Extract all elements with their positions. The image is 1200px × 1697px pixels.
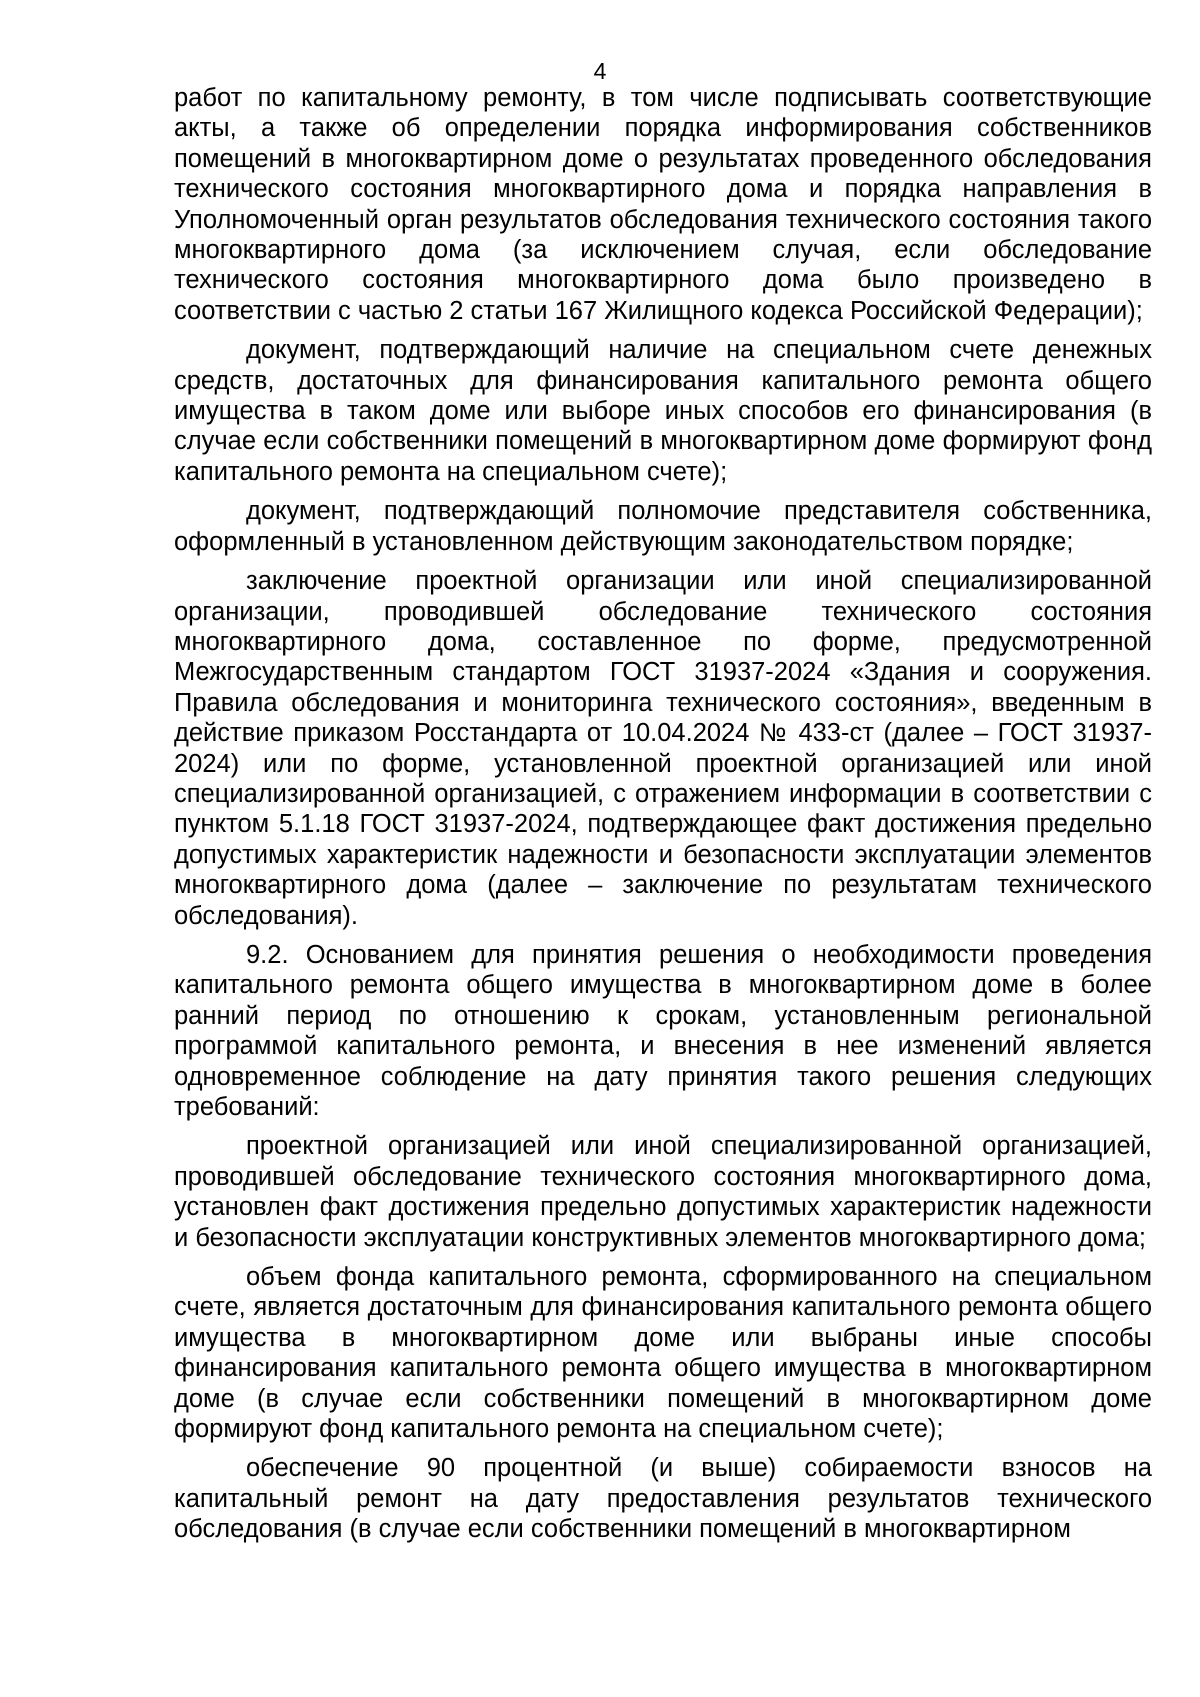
paragraph-representative-authority: документ, подтверждающий полномочие представителя собственника, оформленный в установленном действующим законодательством порядке;: [174, 497, 1152, 556]
paragraph-9-2-grounds: 9.2. Основанием для принятия решения о необходимости проведения капитального ремонта общего имущества в многоквартирном доме в более ранний период по отношению к срокам, установленным региональной программой капитального ремонта, и внесения в нее изменений является одновременное соблюдение на дату принятия такого решения следующих требований:: [174, 940, 1152, 1121]
paragraph-continuation: работ по капитальному ремонту, в том числе подписывать соответствующие акты, а также об определении порядка информирования собственников помещений в многоквартирном доме о результатах проведенного обследования технического состояния многоквартирного дома и порядка направления в Уполномоченный орган результатов обследования технического состояния такого многоквартирного дома (за исключением случая, если обследование технического состояния многоквартирного дома было произведено в соответствии с частью 2 статьи 167 Жилищного кодекса Российской Федерации);: [174, 84, 1152, 325]
paragraph-limit-characteristics: проектной организацией или иной специализированной организацией, проводившей обследование технического состояния многоквартирного дома, установлен факт достижения предельно допустимых характеристик надежности и безопасности эксплуатации конструктивных элементов многоквартирного дома;: [174, 1132, 1152, 1252]
paragraph-fund-sufficiency: объем фонда капитального ремонта, сформированного на специальном счете, является достаточным для финансирования капитального ремонта общего имущества в многоквартирном доме или выбраны иные способы финансирования капитального ремонта общего имущества в многоквартирном доме (в случае если собственники помещений в многоквартирном доме формируют фонд капитального ремонта на специальном счете);: [174, 1263, 1152, 1444]
document-body: [174, 83, 1152, 1554]
paragraph-collection-rate: обеспечение 90 процентной (и выше) собираемости взносов на капитальный ремонт на дату предоставления результатов технического обследования (в случае если собственники помещений в многоквартирном: [174, 1454, 1152, 1544]
paragraph-technical-conclusion: заключение проектной организации или иной специализированной организации, проводившей обследование технического состояния многоквартирного дома, составленное по форме, предусмотренной Межгосударственным стандартом ГОСТ 31937-2024 «Здания и сооружения. Правила обследования и мониторинга технического состояния», введенным в действие приказом Росстандарта от 10.04.2024 № 433-ст (далее – ГОСТ 31937-2024) или по форме, установленной проектной организацией или иной специализированной организацией, с отражением информации в соответствии с пунктом 5.1.18 ГОСТ 31937-2024, подтверждающее факт достижения предельно допустимых характеристик надежности и безопасности эксплуатации элементов многоквартирного дома (далее – заключение по результатам технического обследования).: [174, 567, 1152, 930]
page-number: 4: [593, 58, 607, 84]
paragraph-special-account-document: документ, подтверждающий наличие на специальном счете денежных средств, достаточных для финансирования капитального ремонта общего имущества в таком доме или выборе иных способов его финансирования (в случае если собственники помещений в многоквартирном доме формируют фонд капитального ремонта на специальном счете);: [174, 336, 1152, 486]
